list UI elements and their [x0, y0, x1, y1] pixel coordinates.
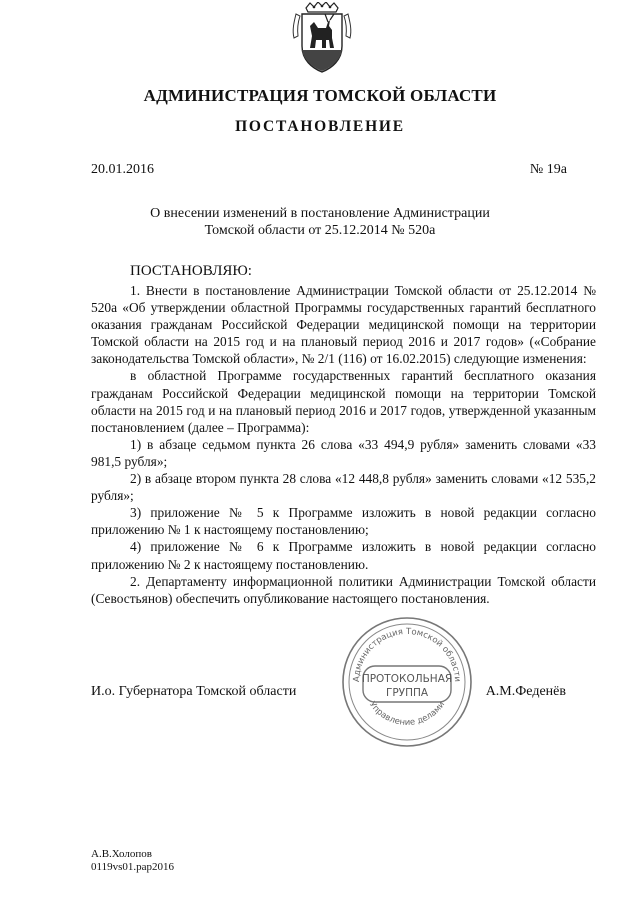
organization-title: АДМИНИСТРАЦИЯ ТОМСКОЙ ОБЛАСТИ — [143, 86, 497, 105]
document-footer — [91, 848, 174, 874]
signer-position: И.о. Губернатора Томской области — [91, 684, 297, 699]
paragraph-4: 2) в абзаце втором пункта 28 слова «12 448,8 рубля» заменить словами «12 535,2 рубля»; — [91, 471, 596, 504]
stamp-outer-text: Администрация Томской области — [351, 626, 463, 683]
document-body — [91, 282, 596, 607]
stamp-bottom-text: Управление делами — [366, 699, 448, 728]
paragraph-6: 4) приложение № 6 к Программе изложить в новой редакции согласно приложению № 2 к настоящему постановлению. — [91, 539, 596, 572]
paragraph-2: в областной Программе государственных гарантий бесплатного оказания гражданам Российской Федерации медицинской помощи на территории Томской области на 2015 год и на плановый период 2016 и 2017 годов, утвержденной указанным постановлением (далее – Программа): — [91, 368, 596, 435]
file-code: 0119vs01.pap2016 — [91, 861, 175, 873]
paragraph-1: 1. Внести в постановление Администрации Томской области от 25.12.2014 № 520а «Об утверждении областной Программы государственных гарантий бесплатного оказания гражданам Российской Федерации медицинской помощи на территории Томской области на 2015 год и на плановый период 2016 и 2017 годов» («Собрание законодательства Томской области», № 2/1 (116) от 16.02.2015) следующие изменения: — [91, 283, 596, 367]
document-type: ПОСТАНОВЛЕНИЕ — [235, 118, 405, 135]
stamp-center-line-1: ПРОТОКОЛЬНАЯ — [361, 673, 453, 685]
stamp-center-line-2: ГРУППА — [385, 687, 429, 699]
subject-line-2: Томской области от 25.12.2014 № 520а — [204, 223, 436, 238]
executor-name: А.В.Холопов — [91, 848, 152, 860]
paragraph-3: 1) в абзаце седьмом пункта 26 слова «33 494,9 рубля» заменить словами «33 981,5 рубля»; — [91, 436, 596, 469]
tomsk-coat-of-arms-icon — [292, 2, 352, 74]
document-date: 20.01.2016 — [91, 162, 154, 177]
subject-line-1: О внесении изменений в постановление Администрации — [150, 206, 490, 221]
signer-name: А.М.Феденёв — [485, 684, 566, 699]
paragraph-7: 2. Департаменту информационной политики Администрации Томской области (Севостьянов) обеспечить опубликование настоящего постановления. — [91, 573, 596, 606]
document-number: № 19а — [529, 162, 567, 177]
official-stamp — [337, 612, 477, 752]
document-subject — [0, 205, 640, 239]
paragraph-5: 3) приложение № 5 к Программе изложить в новой редакции согласно приложению № 1 к настоящему постановлению; — [91, 505, 596, 538]
decree-heading: ПОСТАНОВЛЯЮ: — [130, 263, 252, 279]
